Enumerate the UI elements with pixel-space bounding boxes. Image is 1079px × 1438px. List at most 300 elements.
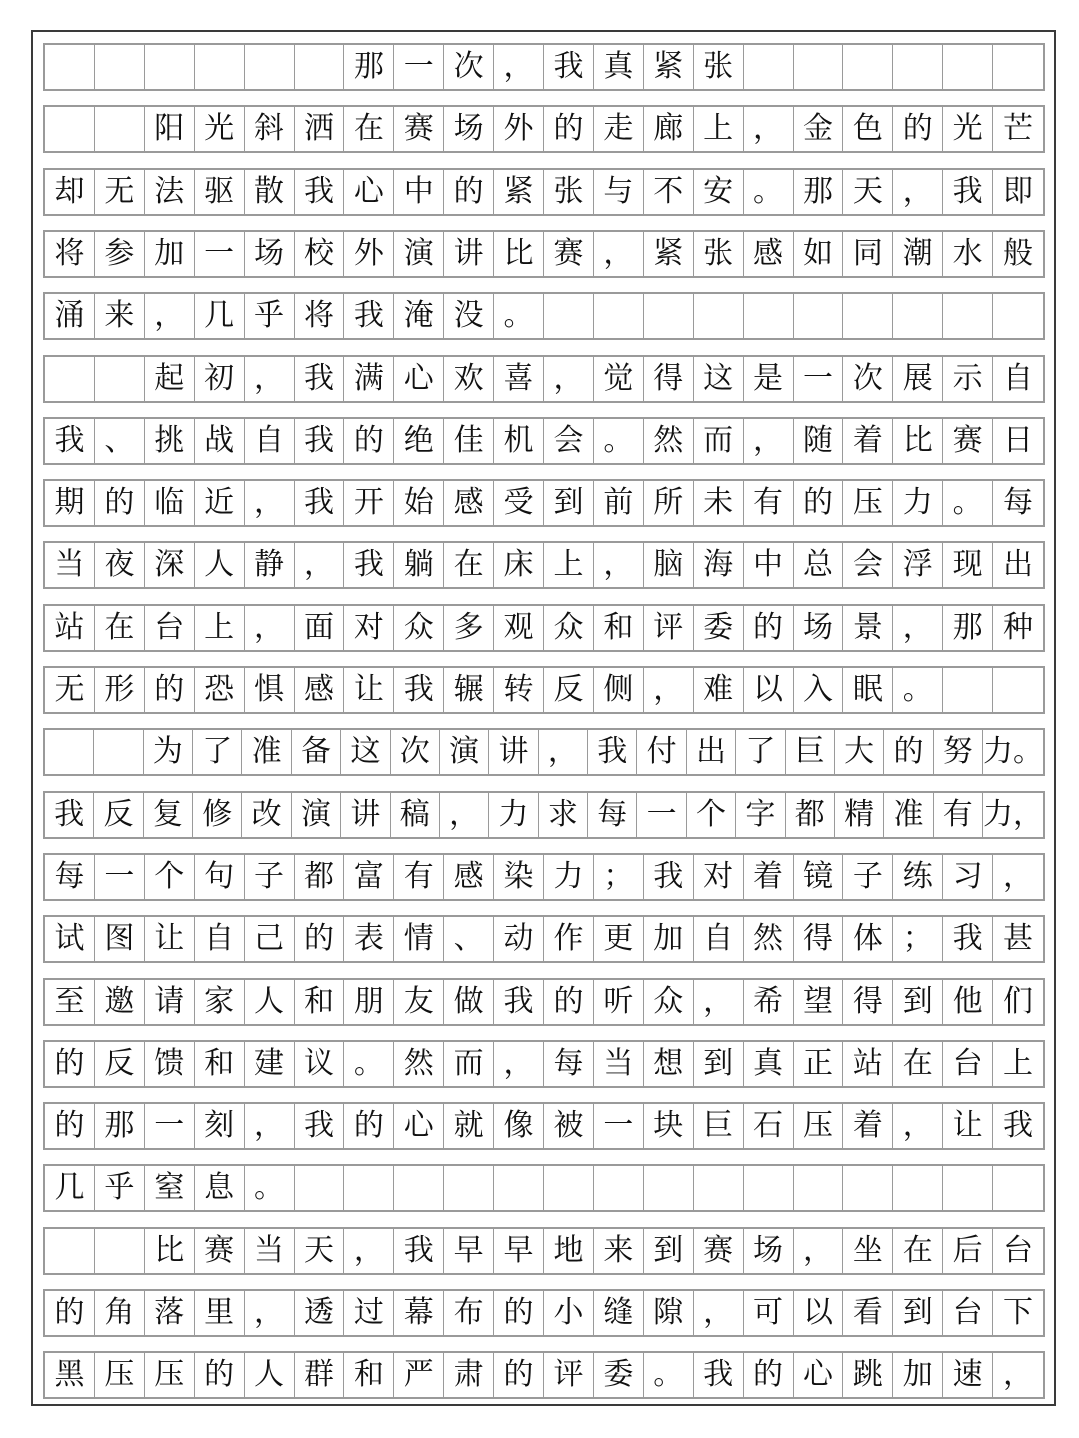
grid-cell: 一 [195, 232, 245, 276]
grid-cell: 会 [843, 543, 893, 587]
grid-cell: 那 [943, 606, 993, 650]
grid-cell: 机 [494, 419, 544, 463]
grid-cell: 甚 [1003, 921, 1034, 957]
grid-cell: 讲 [489, 730, 538, 774]
grid-cell: 早 [494, 1229, 544, 1273]
grid-cell [943, 668, 993, 712]
grid-cell: 得 [843, 980, 893, 1024]
grid-cell: ， [1003, 1357, 1034, 1393]
grid-cell: 我 [45, 793, 94, 837]
grid-cell: 做 [444, 980, 494, 1024]
grid-cell [94, 730, 143, 774]
grid-cell [993, 294, 1043, 338]
grid-cell [95, 357, 145, 401]
grid-cell: 当 [45, 543, 95, 587]
grid-cell: 在 [344, 107, 394, 151]
grid-cell: 惧 [245, 668, 295, 712]
grid-cell: 讲 [444, 232, 494, 276]
grid-cell: 议 [295, 1042, 345, 1086]
grid-cell: 馈 [145, 1042, 195, 1086]
grid-cell [644, 294, 694, 338]
grid-cell: 我 [943, 170, 993, 214]
grid-cell: 缝 [594, 1291, 644, 1335]
grid-cell: 的 [893, 107, 943, 151]
grid-cell: 海 [694, 543, 744, 587]
grid-cell: 看 [843, 1291, 893, 1335]
grid-cell: 反 [544, 668, 594, 712]
grid-cell: 付 [637, 730, 686, 774]
grid-cell: 修 [193, 793, 242, 837]
grid-cell: 潮 [893, 232, 943, 276]
grid-cell: 起 [145, 357, 195, 401]
grid-cell: 速 [943, 1353, 993, 1397]
grid-cell: 将 [45, 232, 95, 276]
grid-cell: 心 [794, 1353, 844, 1397]
grid-cell: 的 [794, 481, 844, 525]
grid-cell: 同 [843, 232, 893, 276]
grid-cell: 那 [344, 45, 394, 89]
grid-cell: ， [694, 1291, 744, 1335]
grid-cell: 与 [594, 170, 644, 214]
grid-cell: 的 [744, 1353, 794, 1397]
grid-cell: 会 [544, 419, 594, 463]
grid-cell: 希 [744, 980, 794, 1024]
grid-cell: ， [794, 1229, 844, 1273]
grid-cell [794, 1166, 844, 1210]
grid-cell: 然 [744, 917, 794, 961]
grid-cell: 战 [195, 419, 245, 463]
grid-cell: 当 [245, 1229, 295, 1273]
grid-cell: 和 [195, 1042, 245, 1086]
grid-cell: 感 [295, 668, 345, 712]
grid-cell: 紧 [644, 232, 694, 276]
grid-cell: 次 [843, 357, 893, 401]
grid-cell: 的 [195, 1353, 245, 1397]
grid-cell: ， [893, 170, 943, 214]
grid-cell: 张 [544, 170, 594, 214]
grid-cell: 一 [594, 1104, 644, 1148]
grid-cell: 辗 [444, 668, 494, 712]
grid-cell: 有 [744, 481, 794, 525]
grid-cell: 压 [843, 481, 893, 525]
grid-cell: 朋 [344, 980, 394, 1024]
grid-cell: ； [594, 855, 644, 899]
grid-cell: 阳 [145, 107, 195, 151]
grid-cell: 邀 [95, 980, 145, 1024]
grid-cell: 观 [494, 606, 544, 650]
grid-cell: 台 [1003, 1232, 1034, 1268]
grid-cell: 人 [245, 980, 295, 1024]
grid-cell: 所 [644, 481, 694, 525]
grid-cell: 演 [292, 793, 341, 837]
grid-cell: 染 [494, 855, 544, 899]
grid-cell: 这 [694, 357, 744, 401]
grid-cell: 复 [144, 793, 193, 837]
grid-cell: 外 [344, 232, 394, 276]
grid-cell: 我 [295, 170, 345, 214]
grid-cell: 作 [544, 917, 594, 961]
grid-cell: 到 [694, 1042, 744, 1086]
grid-cell: 无 [45, 668, 95, 712]
grid-cell: 站 [45, 606, 95, 650]
grid-cell: 是 [744, 357, 794, 401]
grid-cell: 着 [744, 855, 794, 899]
grid-cell: 有 [934, 793, 983, 837]
grid-cell: 在 [95, 606, 145, 650]
grid-cell [444, 1166, 494, 1210]
grid-cell: 淹 [394, 294, 444, 338]
grid-cell: 未 [694, 481, 744, 525]
grid-cell: ， [245, 481, 295, 525]
grid-cell: 形 [95, 668, 145, 712]
grid-cell: 然 [394, 1042, 444, 1086]
grid-cell: 字 [736, 793, 785, 837]
grid-cell: 张 [694, 45, 744, 89]
grid-cell: 。 [594, 419, 644, 463]
grid-cell: 、 [95, 419, 145, 463]
grid-cell: 来 [95, 294, 145, 338]
grid-cell [45, 1229, 95, 1273]
grid-cell: 评 [544, 1353, 594, 1397]
grid-cell: ， [245, 1104, 295, 1148]
grid-cell: 隙 [644, 1291, 694, 1335]
grid-cell: 天 [295, 1229, 345, 1273]
grid-cell: 着 [843, 419, 893, 463]
grid-cell: 我 [694, 1353, 744, 1397]
grid-cell [993, 45, 1043, 89]
grid-cell: 至 [45, 980, 95, 1024]
grid-cell: 像 [494, 1104, 544, 1148]
grid-cell: 我 [544, 45, 594, 89]
grid-cell: 次 [444, 45, 494, 89]
grid-cell: ， [893, 606, 943, 650]
grid-cell: ， [245, 357, 295, 401]
grid-cell: 的 [744, 606, 794, 650]
grid-cell: 演 [440, 730, 489, 774]
grid-cell: 洒 [295, 107, 345, 151]
grid-cell: 请 [145, 980, 195, 1024]
grid-cell [843, 294, 893, 338]
grid-cell [943, 45, 993, 89]
grid-cell: 走 [594, 107, 644, 151]
grid-cell: 我 [45, 419, 95, 463]
grid-cell: 外 [494, 107, 544, 151]
grid-cell: 比 [494, 232, 544, 276]
grid-cell: 得 [794, 917, 844, 961]
grid-cell: 无 [95, 170, 145, 214]
grid-cell: 对 [694, 855, 744, 899]
grid-cell: 和 [295, 980, 345, 1024]
grid-cell [893, 1166, 943, 1210]
grid-cell: 台 [943, 1291, 993, 1335]
grid-cell: 中 [394, 170, 444, 214]
grid-cell: ， [744, 107, 794, 151]
grid-cell: 绝 [394, 419, 444, 463]
grid-cell [344, 1166, 394, 1210]
grid-cell: 赛 [943, 419, 993, 463]
text-row [43, 915, 1045, 963]
grid-cell: 光 [195, 107, 245, 151]
grid-cell: 严 [394, 1353, 444, 1397]
grid-cell: 试 [45, 917, 95, 961]
grid-cell: 静 [245, 543, 295, 587]
grid-cell: 们 [1003, 983, 1034, 1019]
grid-cell: 讲 [341, 793, 390, 837]
grid-cell [794, 45, 844, 89]
grid-cell: 散 [245, 170, 295, 214]
grid-cell: ； [893, 917, 943, 961]
grid-cell [95, 45, 145, 89]
grid-cell: 为 [144, 730, 193, 774]
grid-cell: 感 [444, 855, 494, 899]
grid-cell: 。 [344, 1042, 394, 1086]
grid-cell: 满 [344, 357, 394, 401]
grid-cell: 我 [295, 1104, 345, 1148]
grid-cell: 富 [344, 855, 394, 899]
grid-cell: 加 [893, 1353, 943, 1397]
grid-cell: 难 [694, 668, 744, 712]
grid-cell: 芒 [1003, 111, 1034, 147]
text-row [43, 1289, 1045, 1337]
grid-cell: ， [694, 980, 744, 1024]
grid-cell: 的 [295, 917, 345, 961]
grid-cell: 听 [594, 980, 644, 1024]
grid-cell: 加 [644, 917, 694, 961]
grid-cell: 到 [544, 481, 594, 525]
grid-cell: 在 [444, 543, 494, 587]
text-row [43, 666, 1045, 714]
grid-cell: 加 [145, 232, 195, 276]
grid-cell: 可 [744, 1291, 794, 1335]
grid-cell: 。 [943, 481, 993, 525]
grid-cell: 赛 [195, 1229, 245, 1273]
grid-cell: 。 [744, 170, 794, 214]
grid-cell: 来 [594, 1229, 644, 1273]
grid-cell [744, 294, 794, 338]
grid-cell [245, 45, 295, 89]
grid-cell: 透 [295, 1291, 345, 1335]
grid-cell: 精 [835, 793, 884, 837]
grid-cell: 肃 [444, 1353, 494, 1397]
grid-cell [544, 294, 594, 338]
grid-cell: 的 [45, 1104, 95, 1148]
grid-cell: 那 [95, 1104, 145, 1148]
grid-cell: 赛 [394, 107, 444, 151]
grid-cell: 我 [1003, 1108, 1034, 1144]
grid-cell: 台 [145, 606, 195, 650]
text-row [43, 978, 1045, 1026]
grid-cell: 了 [736, 730, 785, 774]
grid-cell: 练 [893, 855, 943, 899]
grid-cell: 稿 [391, 793, 440, 837]
grid-cell: ， [440, 793, 489, 837]
grid-cell: 子 [245, 855, 295, 899]
grid-cell: 一 [794, 357, 844, 401]
grid-cell [45, 45, 95, 89]
grid-cell: 台 [943, 1042, 993, 1086]
grid-cell: 斜 [245, 107, 295, 151]
grid-cell: 日 [1003, 422, 1034, 458]
grid-cell: 面 [295, 606, 345, 650]
grid-cell: 自 [195, 917, 245, 961]
grid-cell: 过 [344, 1291, 394, 1335]
grid-cell: 场 [444, 107, 494, 151]
grid-cell: 准 [884, 793, 933, 837]
text-row [43, 168, 1045, 216]
grid-cell: 临 [145, 481, 195, 525]
grid-cell: ， [245, 1291, 295, 1335]
grid-cell: 上 [195, 606, 245, 650]
grid-cell: 期 [45, 481, 95, 525]
grid-cell [594, 1166, 644, 1210]
grid-cell [145, 45, 195, 89]
grid-cell: 近 [195, 481, 245, 525]
grid-cell: 里 [195, 1291, 245, 1335]
grid-cell: 演 [394, 232, 444, 276]
grid-cell: 体 [843, 917, 893, 961]
grid-cell: 每 [588, 793, 637, 837]
grid-cell: 景 [843, 606, 893, 650]
grid-cell: 压 [95, 1353, 145, 1397]
grid-cell: 块 [644, 1104, 694, 1148]
grid-cell: 力。 [982, 734, 1043, 770]
text-row [43, 230, 1045, 278]
grid-cell: 的 [344, 1104, 394, 1148]
grid-cell: 心 [344, 170, 394, 214]
grid-cell: 刻 [195, 1104, 245, 1148]
grid-cell [45, 107, 95, 151]
grid-cell: 示 [943, 357, 993, 401]
grid-cell [694, 1166, 744, 1210]
grid-cell: 的 [494, 1291, 544, 1335]
grid-cell: 比 [893, 419, 943, 463]
grid-cell: 求 [539, 793, 588, 837]
grid-cell: 友 [394, 980, 444, 1024]
grid-cell: 下 [1003, 1295, 1034, 1330]
grid-cell: 真 [594, 45, 644, 89]
text-row [43, 541, 1045, 589]
grid-cell: 校 [295, 232, 345, 276]
grid-cell: 家 [195, 980, 245, 1024]
grid-cell: ， [494, 45, 544, 89]
text-row [43, 105, 1045, 153]
grid-cell: 众 [644, 980, 694, 1024]
grid-cell: 反 [95, 1042, 145, 1086]
grid-cell: 以 [794, 1291, 844, 1335]
grid-cell: 廊 [644, 107, 694, 151]
grid-cell: 而 [444, 1042, 494, 1086]
grid-cell [45, 357, 95, 401]
grid-cell: 评 [644, 606, 694, 650]
grid-cell: 子 [843, 855, 893, 899]
grid-cell [893, 45, 943, 89]
grid-cell: 始 [394, 481, 444, 525]
grid-cell: 赛 [544, 232, 594, 276]
grid-cell: ， [544, 357, 594, 401]
grid-cell: 法 [145, 170, 195, 214]
grid-cell: 喜 [494, 357, 544, 401]
grid-cell: 幕 [394, 1291, 444, 1335]
grid-cell: 几 [195, 294, 245, 338]
grid-cell [943, 294, 993, 338]
grid-cell: 感 [744, 232, 794, 276]
grid-cell: 心 [394, 357, 444, 401]
grid-cell: 跳 [843, 1353, 893, 1397]
grid-cell: 我 [295, 481, 345, 525]
grid-cell: 夜 [95, 543, 145, 587]
text-row [43, 417, 1045, 465]
grid-cell: 深 [145, 543, 195, 587]
grid-cell: 和 [344, 1353, 394, 1397]
grid-cell: 我 [295, 419, 345, 463]
text-row [43, 355, 1045, 403]
grid-cell: 让 [943, 1104, 993, 1148]
grid-cell: 欢 [444, 357, 494, 401]
grid-cell: 我 [344, 294, 394, 338]
grid-cell: 我 [588, 730, 637, 774]
grid-cell: 。 [893, 668, 943, 712]
grid-cell: 乎 [95, 1166, 145, 1210]
grid-cell: 以 [744, 668, 794, 712]
grid-cell: 习 [943, 855, 993, 899]
grid-cell: 驱 [195, 170, 245, 214]
grid-cell: 涌 [45, 294, 95, 338]
grid-cell: 在 [893, 1042, 943, 1086]
grid-cell: 、 [444, 917, 494, 961]
grid-cell: ， [344, 1229, 394, 1273]
grid-cell: 委 [694, 606, 744, 650]
grid-cell: 动 [494, 917, 544, 961]
grid-cell [993, 1166, 1043, 1210]
grid-cell: 几 [45, 1166, 95, 1210]
grid-cell: 人 [245, 1353, 295, 1397]
grid-cell: 大 [835, 730, 884, 774]
grid-cell: 角 [95, 1291, 145, 1335]
grid-cell: 的 [45, 1291, 95, 1335]
grid-cell: ， [494, 1042, 544, 1086]
grid-cell: 受 [494, 481, 544, 525]
grid-cell: 巨 [786, 730, 835, 774]
grid-cell: ， [1003, 858, 1034, 894]
grid-cell: 个 [687, 793, 736, 837]
grid-cell: 有 [394, 855, 444, 899]
grid-cell: 我 [344, 543, 394, 587]
grid-cell: 脑 [644, 543, 694, 587]
grid-cell: 躺 [394, 543, 444, 587]
grid-cell: 都 [295, 855, 345, 899]
grid-cell [295, 1166, 345, 1210]
grid-cell: 参 [95, 232, 145, 276]
grid-cell: 让 [344, 668, 394, 712]
grid-cell: 的 [494, 1353, 544, 1397]
grid-cell: 息 [195, 1166, 245, 1210]
text-row [43, 1040, 1045, 1088]
grid-cell: 群 [295, 1353, 345, 1397]
grid-cell: 表 [344, 917, 394, 961]
grid-cell [95, 107, 145, 151]
grid-cell: 心 [394, 1104, 444, 1148]
grid-cell: 地 [544, 1229, 594, 1273]
text-row [43, 728, 1045, 776]
grid-cell: 色 [843, 107, 893, 151]
grid-cell: 力 [489, 793, 538, 837]
grid-cell [943, 1166, 993, 1210]
grid-cell: 被 [544, 1104, 594, 1148]
grid-cell: 赛 [694, 1229, 744, 1273]
grid-cell: 压 [794, 1104, 844, 1148]
grid-cell: 前 [594, 481, 644, 525]
grid-cell: 的 [95, 481, 145, 525]
